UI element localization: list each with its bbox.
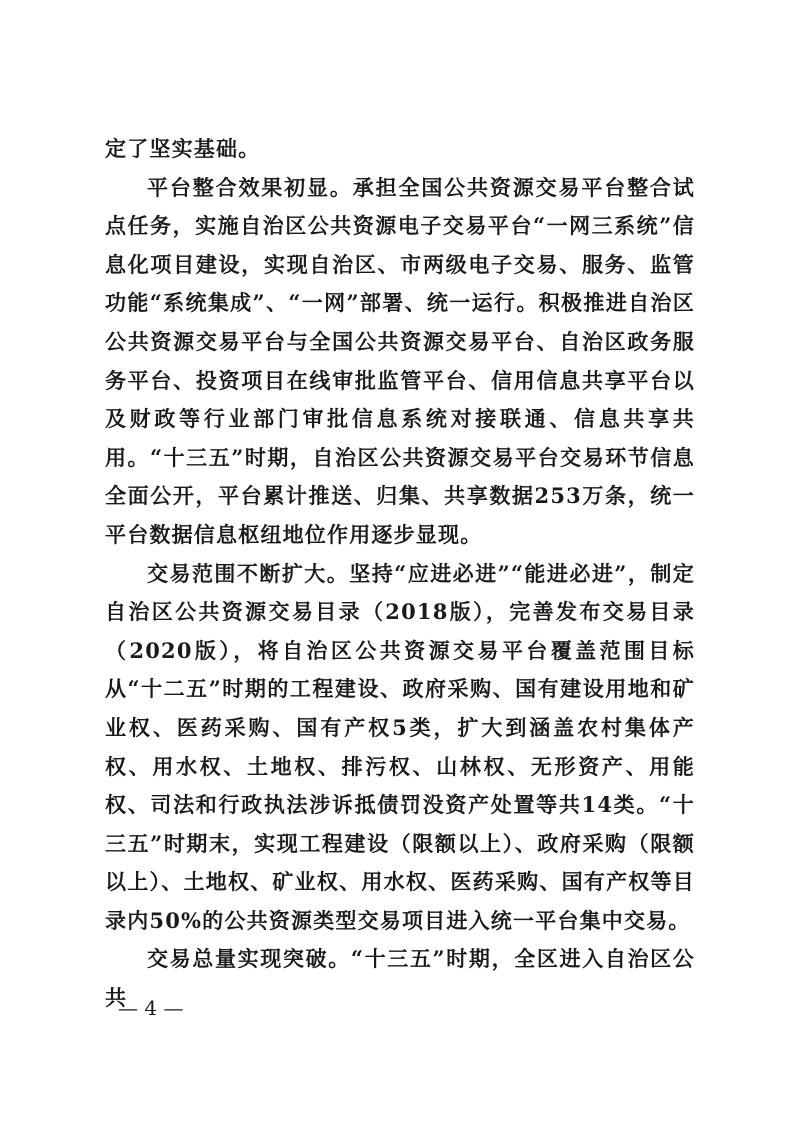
paragraph-platform-integration: 平台整合效果初显。承担全国公共资源交易平台整合试点任务，实施自治区公共资源电子交易平台“一网三系统”信息化项目建设，实现自治区、市两级电子交易、服务、监管功能“系统集成”、“一网”部署、统一运行。积极推进自治区公共资源交易平台与全国公共资源交易平台、自治区政务服务平台、投资项目在线审批监管平台、信用信息共享平台以及财政等行业部门审批信息系统对接联通、信息共享共用。“十三五”时期，自治区公共资源交易平台交易环节信息全面公开，平台累计推送、归集、共享数据253万条，统一平台数据信息枢纽地位作用逐步显现。 bbox=[105, 174, 695, 547]
body-text bbox=[105, 130, 695, 1018]
paragraph-trading-scope: 交易范围不断扩大。坚持“应进必进”“能进必进”，制定自治区公共资源交易目录（2018版），完善发布交易目录（2020版），将自治区公共资源交易平台覆盖范围目标从“十二五”时期的工程建设、政府采购、国有建设用地和矿业权、医药采购、国有产权5类，扩大到涵盖农村集体产权、用水权、土地权、排污权、山林权、无形资产、用能权、司法和行政执法涉诉抵债罚没资产处置等共14类。“十三五”时期末，实现工程建设（限额以上）、政府采购（限额以上）、土地权、矿业权、用水权、医药采购、国有产权等目录内50%的公共资源类型交易项目进入统一平台集中交易。 bbox=[105, 560, 695, 933]
paragraph-continuation: 定了坚实基础。 bbox=[105, 136, 261, 161]
page-number: — 4 — bbox=[118, 996, 184, 1020]
paragraph-trading-volume: 交易总量实现突破。“十三五”时期，全区进入自治区公共 bbox=[105, 946, 695, 1011]
